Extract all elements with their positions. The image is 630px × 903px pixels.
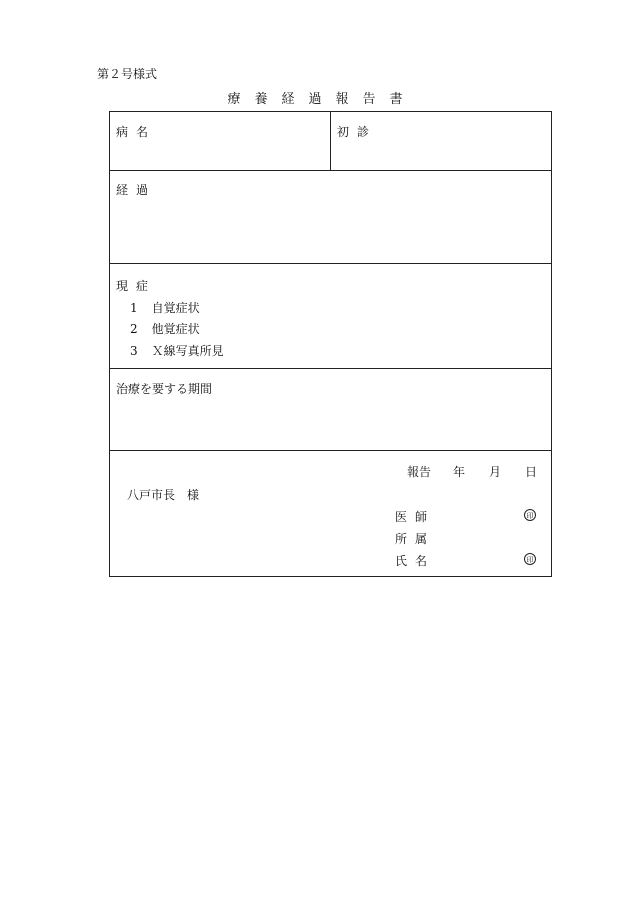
symptom-item: [130, 342, 224, 359]
report-form: [109, 111, 552, 577]
disease-name-label: 病名: [116, 125, 157, 139]
symptom-text: Ｘ線写真所見: [151, 344, 224, 358]
current-symptoms-label: 現症: [116, 279, 157, 293]
symptom-item: [130, 320, 200, 337]
symptom-text: 自覚症状: [151, 301, 200, 315]
row-divider: [110, 263, 551, 264]
addressee: 八戸市長 様: [127, 488, 200, 502]
row-divider: [110, 170, 551, 171]
form-number: 第２号様式: [97, 67, 158, 81]
symptom-item: [130, 299, 200, 316]
seal-icon: 印: [524, 553, 536, 565]
document-title: 療養経過報告書: [227, 92, 417, 107]
report-date-month: 月: [489, 465, 502, 479]
report-date-prefix: 報告: [407, 465, 432, 479]
progress-label: 経過: [116, 183, 157, 197]
row-divider: [110, 450, 551, 451]
symptom-number: 2: [130, 322, 138, 336]
column-divider: [330, 112, 331, 170]
symptom-text: 他覚症状: [151, 322, 200, 336]
symptom-number: 3: [130, 344, 138, 358]
report-date-day: 日: [525, 465, 538, 479]
report-date-year: 年: [453, 465, 466, 479]
seal-icon: 印: [524, 509, 536, 521]
affiliation-label: 所属: [395, 532, 436, 546]
treatment-period-label: 治療を要する期間: [116, 382, 213, 396]
first-visit-label: 初診: [337, 125, 378, 139]
row-divider: [110, 368, 551, 369]
name-label: 氏名: [395, 554, 436, 568]
doctor-label: 医師: [395, 510, 436, 524]
symptom-number: 1: [130, 301, 138, 315]
